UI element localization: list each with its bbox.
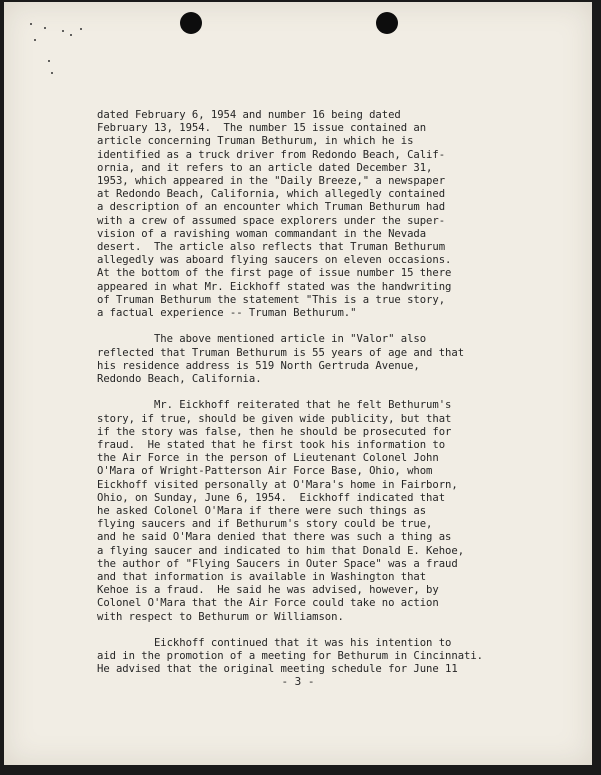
text-line: flying saucers and if Bethurum's story could be true,	[97, 518, 433, 531]
text-line: dated February 6, 1954 and number 16 being dated	[97, 109, 401, 121]
text-line: of Truman Bethurum the statement "This is a true story,	[97, 293, 446, 306]
text-line: if the story was false, then he should be prosecuted for	[97, 425, 452, 438]
text-line: The above mentioned article in "Valor" also	[97, 333, 427, 346]
speck-mark	[48, 60, 50, 62]
punch-hole-left	[180, 12, 202, 34]
text-line: at Redondo Beach, California, which allegedly contained	[97, 188, 446, 201]
document-page	[4, 2, 592, 765]
text-line: the author of "Flying Saucers in Outer Space" was a fraud	[97, 557, 458, 570]
text-line: identified as a truck driver from Redondo Beach, Calif-	[97, 148, 446, 161]
text-line: O'Mara of Wright-Patterson Air Force Base, Ohio, whom	[97, 465, 433, 478]
paragraph	[97, 333, 567, 386]
text-line: allegedly was aboard flying saucers on eleven occasions.	[97, 254, 452, 267]
text-line: and that information is available in Washington that	[97, 571, 427, 584]
text-line: Eickhoff visited personally at O'Mara's home in Fairborn,	[97, 478, 458, 491]
text-line: with a crew of assumed space explorers under the super-	[97, 214, 446, 227]
text-line: ornia, and it refers to an article dated December 31,	[97, 161, 433, 174]
text-line: a description of an encounter which Truman Bethurum had	[97, 201, 446, 214]
text-line: February 13, 1954. The number 15 issue contained an	[97, 122, 427, 135]
text-line: Mr. Eickhoff reiterated that he felt Bethurum's	[97, 399, 452, 412]
text-line: a flying saucer and indicated to him that Donald E. Kehoe,	[97, 544, 465, 557]
text-line: his residence address is 519 North Gertruda Avenue,	[97, 359, 420, 372]
text-line: appeared in what Mr. Eickhoff stated was the handwriting	[97, 280, 452, 293]
punch-hole-right	[376, 12, 398, 34]
speck-mark	[44, 27, 46, 29]
text-line: He advised that the original meeting schedule for June 11	[97, 663, 458, 676]
speck-mark	[70, 34, 72, 36]
speck-mark	[51, 72, 53, 74]
text-line: a factual experience -- Truman Bethurum."	[97, 307, 357, 320]
text-line: Colonel O'Mara that the Air Force could take no action	[97, 597, 439, 610]
paragraph	[97, 109, 567, 320]
text-line: and he said O'Mara denied that there was such a thing as	[97, 531, 452, 544]
speck-mark	[62, 30, 64, 32]
text-line: article concerning Truman Bethurum, in which he is	[97, 135, 414, 148]
speck-mark	[30, 23, 32, 25]
speck-mark	[80, 28, 82, 30]
body-text	[97, 109, 567, 690]
text-line: Redondo Beach, California.	[97, 373, 262, 386]
text-line: reflected that Truman Bethurum is 55 years of age and that	[97, 346, 465, 359]
text-line: Kehoe is a fraud. He said he was advised, however, by	[97, 584, 439, 597]
text-line: aid in the promotion of a meeting for Bethurum in Cincinnati.	[97, 650, 484, 663]
text-line: desert. The article also reflects that Truman Bethurum	[97, 241, 446, 254]
speck-mark	[34, 39, 36, 41]
text-line: the Air Force in the person of Lieutenant Colonel John	[97, 452, 439, 465]
text-line: he asked Colonel O'Mara if there were such things as	[97, 505, 427, 518]
text-line: with respect to Bethurum or Williamson.	[97, 610, 344, 623]
text-line: Ohio, on Sunday, June 6, 1954. Eickhoff indicated that	[97, 491, 446, 504]
paragraph	[97, 399, 567, 623]
text-line: At the bottom of the first page of issue number 15 there	[97, 267, 452, 280]
page-number: - 3 -	[281, 675, 315, 688]
text-line: vision of a ravishing woman commandant in the Nevada	[97, 227, 427, 240]
paragraph	[97, 637, 567, 677]
text-line: 1953, which appeared in the "Daily Breeze," a newspaper	[97, 175, 446, 188]
text-line: fraud. He stated that he first took his information to	[97, 439, 446, 452]
text-line: Eickhoff continued that it was his intention to	[97, 637, 452, 650]
text-line: story, if true, should be given wide publicity, but that	[97, 412, 452, 425]
